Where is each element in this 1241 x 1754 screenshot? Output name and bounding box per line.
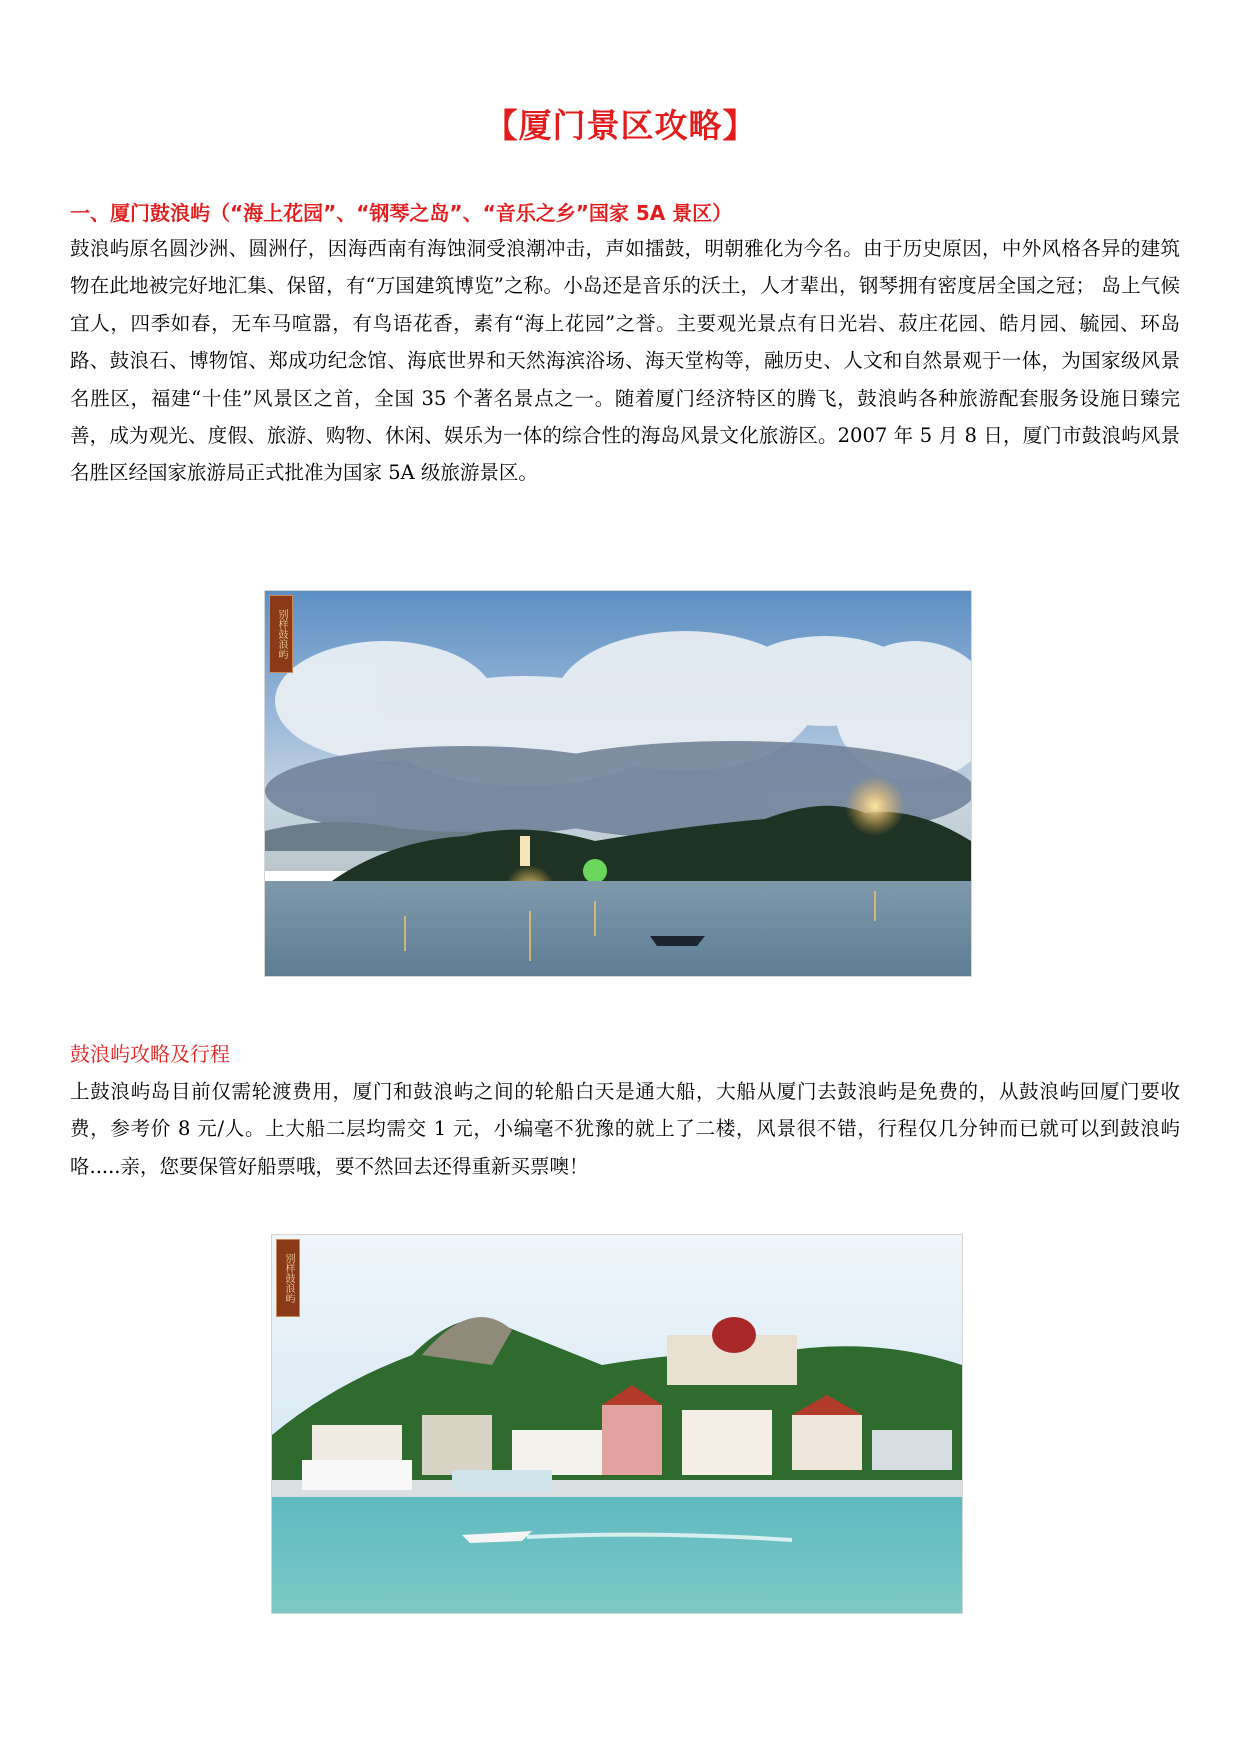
section-2-body: 上鼓浪屿岛目前仅需轮渡费用，厦门和鼓浪屿之间的轮船白天是通大船，大船从厦门去鼓浪屿是免费的，从鼓浪屿回厦门要收费，参考价 8 元/人。上大船二层均需交 1 元，小编毫不犹豫的就上了二楼，风景很不错，行程仅几分钟而已就可以到鼓浪屿咯.....亲，您要保管好船票哦，要不然回去还得重新买票噢！	[70, 1080, 1180, 1178]
gulangyu-dusk-illustration	[265, 591, 971, 976]
section-1-body: 鼓浪屿原名圆沙洲、圆洲仔，因海西南有海蚀洞受浪潮冲击，声如擂鼓，明朝雅化为今名。由于历史原因，中外风格各异的建筑物在此地被完好地汇集、保留，有“万国建筑博览”之称。小岛还是音乐的沃土，人才辈出，钢琴拥有密度居全国之冠； 岛上气候宜人，四季如春，无车马喧嚣，有鸟语花香，素有“海上花园”之誉。主要观光景点有日光岩、菽庄花园、皓月园、毓园、环岛路、鼓浪石、博物馆、郑成功纪念馆、海底世界和天然海滨浴场、海天堂构等，融历史、人文和自然景观于一体，为国家级风景名胜区，福建“十佳”风景区之首，全国 35 个著名景点之一。随着厦门经济特区的腾飞，鼓浪屿各种旅游配套服务设施日臻完善，成为观光、度假、旅游、购物、休闲、娱乐为一体的综合性的海岛风景文化旅游区。2007 年 5 月 8 日，厦门市鼓浪屿风景名胜区经国家旅游局正式批准为国家 5A 级旅游景区。	[70, 237, 1180, 485]
section-2-heading: 鼓浪屿攻略及行程	[70, 1042, 230, 1066]
gulangyu-daylight-illustration	[272, 1235, 962, 1613]
photo-1-seal-text: 别样鼓浪屿	[276, 609, 287, 659]
gulangyu-dusk-photo	[264, 590, 972, 977]
photo-1-seal-stamp	[269, 595, 293, 673]
section-1-heading: 一、厦门鼓浪屿（“海上花园”、“钢琴之岛”、“音乐之乡”国家 5A 景区）	[70, 201, 733, 225]
page-title: 【厦门景区攻略】	[484, 106, 757, 145]
gulangyu-daylight-photo	[271, 1234, 963, 1614]
photo-2-seal-text: 别样鼓浪屿	[283, 1253, 294, 1303]
photo-2-seal-stamp	[276, 1239, 300, 1317]
